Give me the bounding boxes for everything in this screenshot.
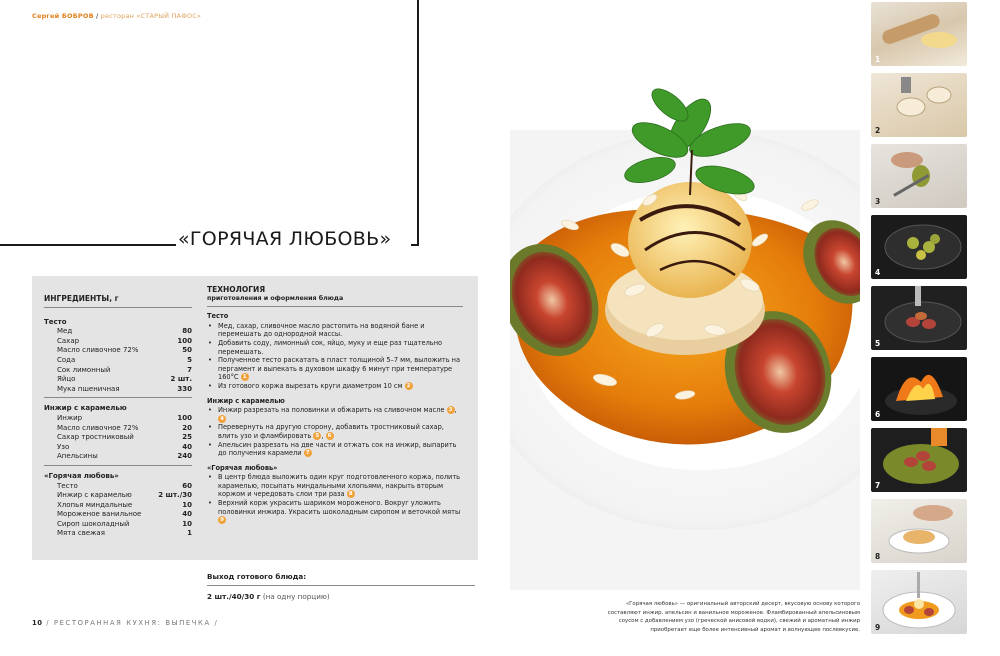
technology-steps <box>207 322 463 391</box>
ingredient-name: Сок лимонный <box>57 365 111 374</box>
ingredient-quantity: 20 <box>182 423 192 432</box>
ingredient-quantity: 5 <box>187 355 192 364</box>
dish-photo <box>510 0 860 590</box>
yield-amount: 2 шт./40/30 г <box>207 592 261 601</box>
step-photo-8-image <box>871 499 967 563</box>
ingredient-row <box>44 385 192 395</box>
technology-step-text: Полученное тесто раскатать в пласт толщиной 5–7 мм, выложить на пергамент и выпекать в духовом шкафу 6 минут при температуре 160°С <box>218 356 461 382</box>
yield-label: Выход готового блюда: <box>207 572 307 581</box>
step-photo-1-image <box>871 2 967 66</box>
ingredient-row <box>44 491 192 501</box>
technology-step-text: Добавить соду, лимонный сок, яйцо, муку и еще раз тщательно перемешать. <box>218 338 443 356</box>
step-photo-6 <box>871 357 967 421</box>
step-photo-5-image <box>871 286 967 350</box>
ingredient-quantity: 10 <box>182 519 192 528</box>
technology-step-text: Инжир разрезать на половинки и обжарить на сливочном масле <box>218 406 445 415</box>
technology-step <box>207 499 463 525</box>
technology-step-text: Верхний корж украсить шариком мороженого. Вокруг уложить половинки инжира. Украсить шоколадным сиропом и веточкой мяты <box>218 499 461 516</box>
technology-step: • Перевернуть на другую сторону, добавить тростниковый сахар, влить узо и фламбировать 5 , 6 <box>207 423 463 440</box>
frame-line-vertical <box>417 0 419 246</box>
step-photo-3 <box>871 144 967 208</box>
ingredient-quantity: 80 <box>182 327 192 336</box>
ingredient-quantity: 100 <box>177 413 192 422</box>
ingredient-quantity: 7 <box>187 365 192 374</box>
technology-step-text: Из готового коржа вырезать круги диаметром 10 см <box>218 381 403 390</box>
ingredient-row <box>44 529 192 539</box>
ingredient-name: Сахар <box>57 336 80 345</box>
ingredient-quantity: 330 <box>177 384 192 393</box>
frame-line-horizontal <box>0 244 176 246</box>
ingredient-name: Сахар тростниковый <box>57 433 134 442</box>
step-photo-7-image <box>871 428 967 492</box>
ingredient-row <box>44 443 192 453</box>
step-photo-3-image <box>871 144 967 208</box>
photo-caption: «Горячая любовь» — оригинальный авторский десерт, вкусовую основу которого составляют инжир, апельсин и ванильное мороженое. Фламбированный апельсиновым соусом с добавлением узо (греческой анисовой водки), свежий и ароматный инжир приобретает еще более интенсивный аромат и волнующее послевкусие. <box>607 601 860 633</box>
step-reference-badge: 6 <box>326 432 334 440</box>
ingredient-quantity: 100 <box>177 336 192 345</box>
technology-step-text: Апельсин разрезать на две части и отжать сок на инжир, выпарить до получения карамели <box>218 440 457 458</box>
technology-section-title: «Горячая любовь» <box>207 463 278 472</box>
technology-section-title: Тесто <box>207 312 229 321</box>
ingredient-name: Тесто <box>57 481 78 490</box>
author-name: Сергей БОБРОВ <box>32 12 94 20</box>
header-separator: / <box>93 12 101 20</box>
page-footer <box>32 619 218 627</box>
dish-photo-image <box>510 0 860 590</box>
technology-steps <box>207 473 463 525</box>
ingredient-quantity: 2 шт. <box>170 375 192 384</box>
technology-section <box>207 286 463 525</box>
ingredient-row <box>44 366 192 376</box>
technology-step <box>207 356 463 382</box>
page-number: 10 <box>32 619 43 627</box>
step-number: 3 <box>875 197 881 206</box>
ingredient-name: Масло сливочное 72% <box>57 346 139 355</box>
step-photo-7 <box>871 428 967 492</box>
ingredient-group-title: Тесто <box>44 317 67 326</box>
ingredient-name: Сироп шоколадный <box>57 519 130 528</box>
step-photo-2 <box>871 73 967 137</box>
ingredient-quantity: 10 <box>182 500 192 509</box>
technology-subheading: приготовления и оформления блюда <box>207 294 344 302</box>
frame-line-horizontal-right <box>411 244 419 246</box>
step-number: 5 <box>875 339 881 348</box>
step-number: 4 <box>875 268 881 277</box>
step-number: 6 <box>875 410 881 419</box>
ingredient-name: Мука пшеничная <box>57 384 120 393</box>
technology-step <box>207 473 463 499</box>
publication-name: / РЕСТОРАННАЯ КУХНЯ: ВЫПЕЧКА / <box>46 619 219 627</box>
ingredient-quantity: 60 <box>182 481 192 490</box>
step-reference-badge: 8 <box>347 490 355 498</box>
technology-section-title: Инжир с карамелью <box>207 396 285 405</box>
step-reference-badge: 1 <box>241 373 249 381</box>
ingredient-row <box>44 337 192 347</box>
ingredient-row <box>44 520 192 530</box>
step-number: 9 <box>875 623 881 632</box>
ingredient-quantity: 2 шт./30 <box>158 491 192 500</box>
ingredient-name: Сода <box>57 355 76 364</box>
ingredient-row <box>44 452 192 462</box>
ingredient-group-divider <box>44 465 192 466</box>
technology-step-text: В центр блюда выложить один круг подготовленного коржа, полить карамелью, посыпать миндальными хлопьями, накрыть вторым коржом и чередовать слои три раза <box>218 473 461 499</box>
technology-step-text: Мед, сахар, сливочное масло растопить на водяной бане и перемешать до однородной массы. <box>218 321 425 339</box>
step-photo-9-image <box>871 570 967 634</box>
ingredient-quantity: 40 <box>182 510 192 519</box>
ingredient-name: Инжир с карамелью <box>57 491 132 500</box>
ingredients-list <box>44 294 192 539</box>
ingredient-name: Инжир <box>57 413 83 422</box>
ingredient-group-title: «Горячая любовь» <box>44 471 119 480</box>
step-number: 8 <box>875 552 881 561</box>
ingredient-group-title: Инжир с карамелью <box>44 404 127 413</box>
step-number: 1 <box>875 55 881 64</box>
ingredient-quantity: 50 <box>182 346 192 355</box>
technology-step <box>207 441 463 458</box>
step-reference-badge: 2 <box>405 382 413 390</box>
step-photo-2-image <box>871 73 967 137</box>
technology-divider <box>207 306 463 307</box>
step-reference-badge: 7 <box>304 449 312 457</box>
step-number: 7 <box>875 481 881 490</box>
ingredient-name: Апельсины <box>57 452 98 461</box>
technology-step <box>207 382 463 391</box>
step-photo-5 <box>871 286 967 350</box>
ingredient-row <box>44 327 192 337</box>
technology-step-text: Перевернуть на другую сторону, добавить тростниковый сахар, влить узо и фламбировать <box>218 423 444 440</box>
ingredients-divider <box>44 307 192 308</box>
ingredient-row <box>44 482 192 492</box>
ingredient-name: Хлопья миндальные <box>57 500 133 509</box>
ingredient-row <box>44 356 192 366</box>
ingredient-name: Мороженое ванильное <box>57 510 142 519</box>
ingredient-name: Мята свежая <box>57 529 105 538</box>
step-reference-badge: 4 <box>218 415 226 423</box>
step-photo-6-image <box>871 357 967 421</box>
technology-heading: ТЕХНОЛОГИЯ <box>207 285 266 294</box>
ingredient-row <box>44 414 192 424</box>
step-photo-8 <box>871 499 967 563</box>
ingredient-quantity: 40 <box>182 442 192 451</box>
step-photo-9 <box>871 570 967 634</box>
technology-step <box>207 322 463 339</box>
step-reference-badge: 5 <box>313 432 321 440</box>
ingredient-row <box>44 346 192 356</box>
ingredient-row <box>44 510 192 520</box>
ingredient-row <box>44 501 192 511</box>
technology-step <box>207 339 463 356</box>
recipe-title: «ГОРЯЧАЯ ЛЮБОВЬ» <box>178 228 392 250</box>
ingredient-quantity: 1 <box>187 529 192 538</box>
yield-block <box>207 572 475 601</box>
step-photo-4 <box>871 215 967 279</box>
ingredient-quantity: 25 <box>182 433 192 442</box>
ingredient-name: Масло сливочное 72% <box>57 423 139 432</box>
page-header <box>32 12 201 20</box>
ingredient-name: Узо <box>57 442 70 451</box>
ingredient-quantity: 240 <box>177 452 192 461</box>
ingredient-row <box>44 375 192 385</box>
ingredient-name: Яйцо <box>57 375 76 384</box>
yield-divider <box>207 585 475 586</box>
ingredient-row <box>44 433 192 443</box>
yield-note: (на одну порцию) <box>262 592 330 601</box>
step-number: 2 <box>875 126 881 135</box>
technology-step: • Инжир разрезать на половинки и обжарить на сливочном масле 3 , 4 <box>207 406 463 423</box>
step-reference-badge: 3 <box>447 406 455 414</box>
step-photo-4-image <box>871 215 967 279</box>
ingredient-row <box>44 424 192 434</box>
technology-steps <box>207 406 463 458</box>
restaurant-name: ресторан «СТАРЫЙ ПАФОС» <box>100 12 202 20</box>
ingredient-group-divider <box>44 397 192 398</box>
step-reference-badge: 9 <box>218 516 226 524</box>
ingredients-heading: ИНГРЕДИЕНТЫ, г <box>44 294 119 303</box>
ingredient-name: Мед <box>57 327 73 336</box>
step-photo-1 <box>871 2 967 66</box>
